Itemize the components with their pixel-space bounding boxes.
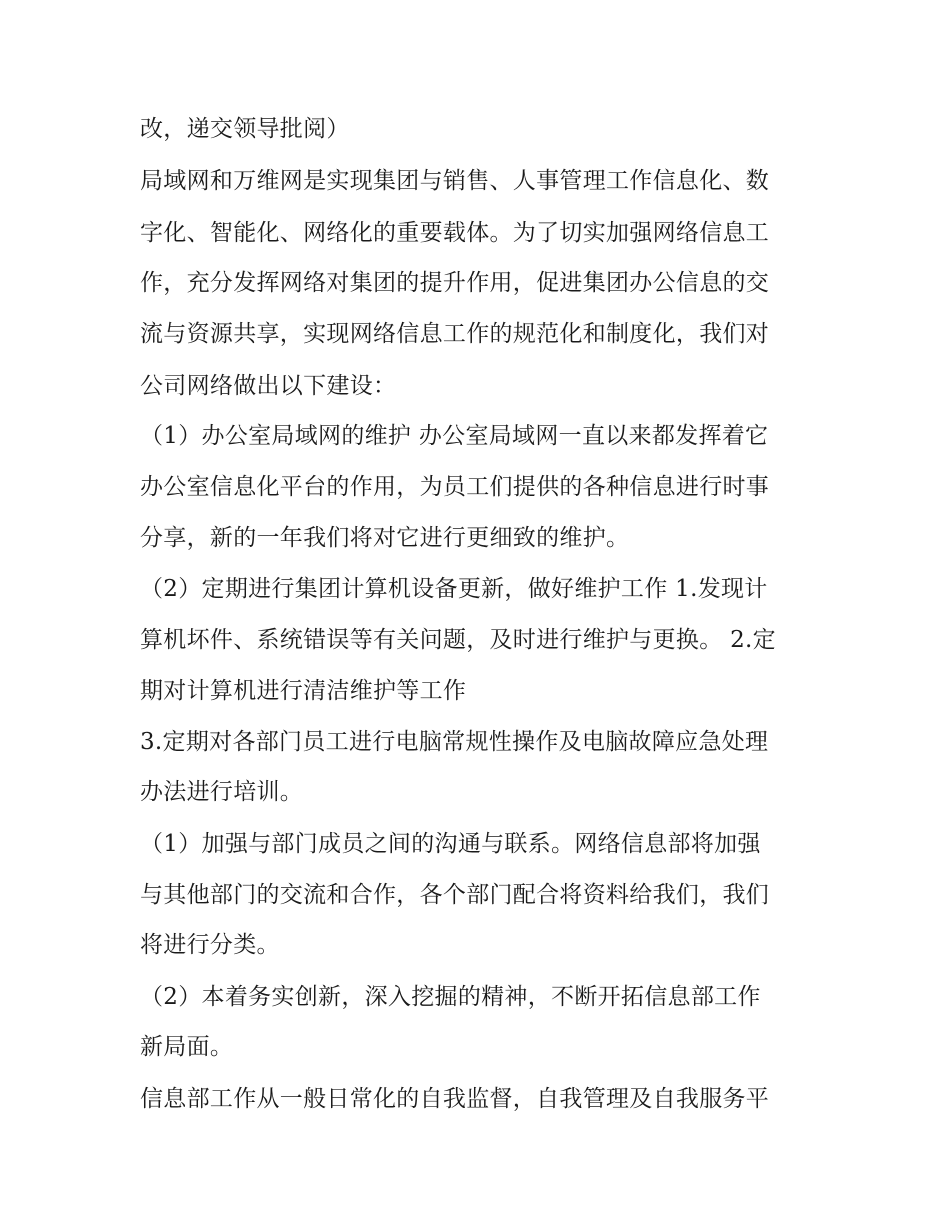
text-line: 分享，新的一年我们将对它进行更细致的维护。: [140, 525, 630, 551]
text-line: 局域网和万维网是实现集团与销售、人事管理工作信息化、数: [140, 168, 770, 194]
text-line: （2）定期进行集团计算机设备更新，做好维护工作 1.发现计: [140, 576, 768, 602]
text-line: （1）加强与部门成员之间的沟通与联系。网络信息部将加强: [140, 831, 761, 857]
text-line: 信息部工作从一般日常化的自我监督，自我管理及自我服务平: [140, 1086, 770, 1112]
text-line: 公司网络做出以下建设：: [140, 373, 397, 399]
text-line: 流与资源共享，实现网络信息工作的规范化和制度化，我们对: [140, 321, 770, 347]
text-line: 字化、智能化、网络化的重要载体。为了切实加强网络信息工: [140, 220, 770, 246]
text-line: 改，递交领导批阅）: [140, 116, 350, 142]
text-line: 新局面。: [140, 1034, 234, 1060]
text-line: 期对计算机进行清洁维护等工作: [140, 678, 467, 704]
text-line: 与其他部门的交流和合作，各个部门配合将资料给我们，我们: [140, 882, 770, 908]
text-line: 作，充分发挥网络对集团的提升作用，促进集团办公信息的交: [140, 270, 770, 296]
text-line: 3.定期对各部门员工进行电脑常规性操作及电脑故障应急处理: [140, 729, 769, 755]
text-line: （1）办公室局域网的维护 办公室局域网一直以来都发挥着它: [140, 423, 769, 449]
text-line: 算机坏件、系统错误等有关问题，及时进行维护与更换。 2.定: [140, 627, 776, 653]
text-line: 办公室信息化平台的作用，为员工们提供的各种信息进行时事: [140, 474, 770, 500]
text-line: （2）本着务实创新，深入挖掘的精神，不断开拓信息部工作: [140, 984, 761, 1010]
text-line: 办法进行培训。: [140, 779, 304, 805]
text-line: 将进行分类。: [140, 932, 280, 958]
